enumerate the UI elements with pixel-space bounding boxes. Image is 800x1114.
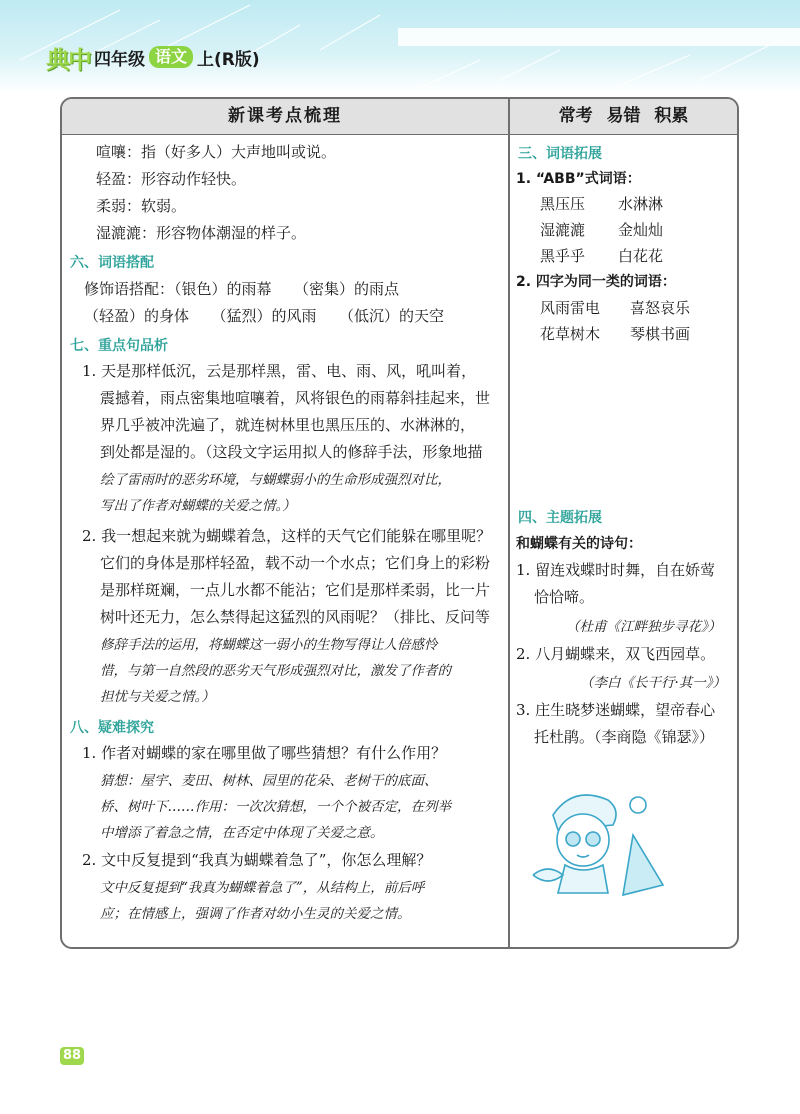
paragraph-line: 担忧与关爱之情。） [100, 689, 215, 705]
poem-source: （杜甫《江畔独步寻花》） [566, 619, 722, 635]
page-number: 88 [60, 1047, 84, 1065]
paragraph-line: 2. 我一想起来就为蝴蝶着急，这样的天气它们能躲在哪里呢？ [82, 527, 492, 545]
section-heading: 三、词语拓展 [518, 146, 602, 162]
subject-badge: 语文 [149, 46, 193, 68]
word-item: 黑压压 [540, 195, 586, 213]
paragraph-line: 绘了雷雨时的恶劣环境，与蝴蝶弱小的生命形成强烈对比， [100, 472, 451, 488]
paragraph-line: 界几乎被冲洗遍了，就连树林里也黑压压的、水淋淋的， [100, 416, 476, 434]
definition-line: 喧嚷：指（好多人）大声地叫或说。 [96, 143, 337, 161]
header-bar [398, 28, 800, 46]
word-item: 风雨雷电 [540, 299, 601, 317]
cartoon-kid-illustration [513, 775, 673, 905]
right-column-title: 常考 易错 积累 [558, 106, 689, 126]
question-line: 1. 作者对蝴蝶的家在哪里做了哪些猜想？有什么作用？ [82, 744, 447, 762]
poem-line: 恰恰啼。 [534, 588, 595, 606]
answer-line: 猜想：屋宇、麦田、树林、园里的花朵、老树干的底面、 [100, 773, 438, 789]
grade-label: 四年级 [94, 49, 145, 70]
word-item: 水淋淋 [618, 195, 664, 213]
edition-label: 上(R版) [197, 49, 260, 70]
running-header [46, 42, 260, 72]
collocation-line: 修饰语搭配：（银色）的雨幕 （密集）的雨点 [84, 280, 400, 298]
word-item: 琴棋书画 [630, 325, 691, 343]
paragraph-line: 它们的身体是那样轻盈，载不动一个水点；它们身上的彩粉 [100, 554, 491, 572]
definition-line: 柔弱：软弱。 [96, 197, 187, 215]
poem-line: 1. 留连戏蝶时时舞，自在娇莺 [516, 561, 716, 579]
paragraph-line: 惜，与第一自然段的恶劣天气形成强烈对比，激发了作者的 [100, 663, 451, 679]
answer-line: 应；在情感上，强调了作者对幼小生灵的关爱之情。 [100, 906, 411, 922]
poem-line: 3. 庄生晓梦迷蝴蝶，望帝春心 [516, 701, 716, 719]
section-heading: 四、主题拓展 [518, 510, 602, 526]
subheading: 2. 四字为同一类的词语： [516, 274, 676, 290]
paragraph-line: 是那样斑斓，一点儿水都不能沾；它们是那样柔弱，比一片 [100, 581, 491, 599]
word-item: 白花花 [618, 247, 664, 265]
answer-line: 文中反复提到“我真为蝴蝶着急了”，从结构上，前后呼 [100, 880, 425, 896]
word-item: 黑乎乎 [540, 247, 586, 265]
word-item: 湿漉漉 [540, 221, 586, 239]
word-item: 喜怒哀乐 [630, 299, 691, 317]
paragraph-line: 1. 天是那样低沉，云是那样黑，雷、电、雨、风，吼叫着， [82, 362, 477, 380]
section-heading: 七、重点句品析 [70, 338, 168, 354]
paragraph-line: 震撼着，雨点密集地喧嚷着，风将银色的雨幕斜挂起来，世 [100, 389, 491, 407]
poem-line: 2. 八月蝴蝶来，双飞西园草。 [516, 645, 716, 663]
question-line: 2. 文中反复提到“我真为蝴蝶着急了”，你怎么理解？ [82, 851, 432, 869]
brand-logo: 典中 [46, 45, 90, 74]
subheading: 1. “ABB”式词语： [516, 171, 641, 187]
paragraph-line: 写出了作者对蝴蝶的关爱之情。） [100, 498, 296, 514]
column-divider [508, 99, 510, 947]
paragraph-line: 树叶还无力，怎么禁得起这猛烈的风雨呢？（排比、反问等 [100, 608, 491, 626]
poem-line: 托杜鹃。（李商隐《锦瑟》） [534, 728, 715, 746]
left-column-title: 新课考点梳理 [228, 106, 342, 126]
column-header [62, 99, 737, 135]
answer-line: 桥、树叶下……作用：一次次猜想，一个个被否定，在列举 [100, 799, 451, 815]
answer-line: 中增添了着急之情，在否定中体现了关爱之意。 [100, 825, 384, 841]
section-heading: 八、疑难探究 [70, 720, 154, 736]
collocation-line: （轻盈）的身体 （猛烈）的风雨 （低沉）的天空 [84, 307, 445, 325]
paragraph-line: 修辞手法的运用，将蝴蝶这一弱小的生物写得让人倍感怜 [100, 637, 438, 653]
section-heading: 六、词语搭配 [70, 255, 154, 271]
paragraph-line: 到处都是湿的。（这段文字运用拟人的修辞手法，形象地描 [100, 443, 483, 461]
word-item: 花草树木 [540, 325, 601, 343]
word-item: 金灿灿 [618, 221, 664, 239]
definition-line: 轻盈：形容动作轻快。 [96, 170, 247, 188]
definition-line: 湿漉漉：形容物体潮湿的样子。 [96, 224, 307, 242]
poem-source: （李白《长干行·其一》） [580, 675, 727, 691]
subheading: 和蝴蝶有关的诗句： [516, 536, 642, 552]
